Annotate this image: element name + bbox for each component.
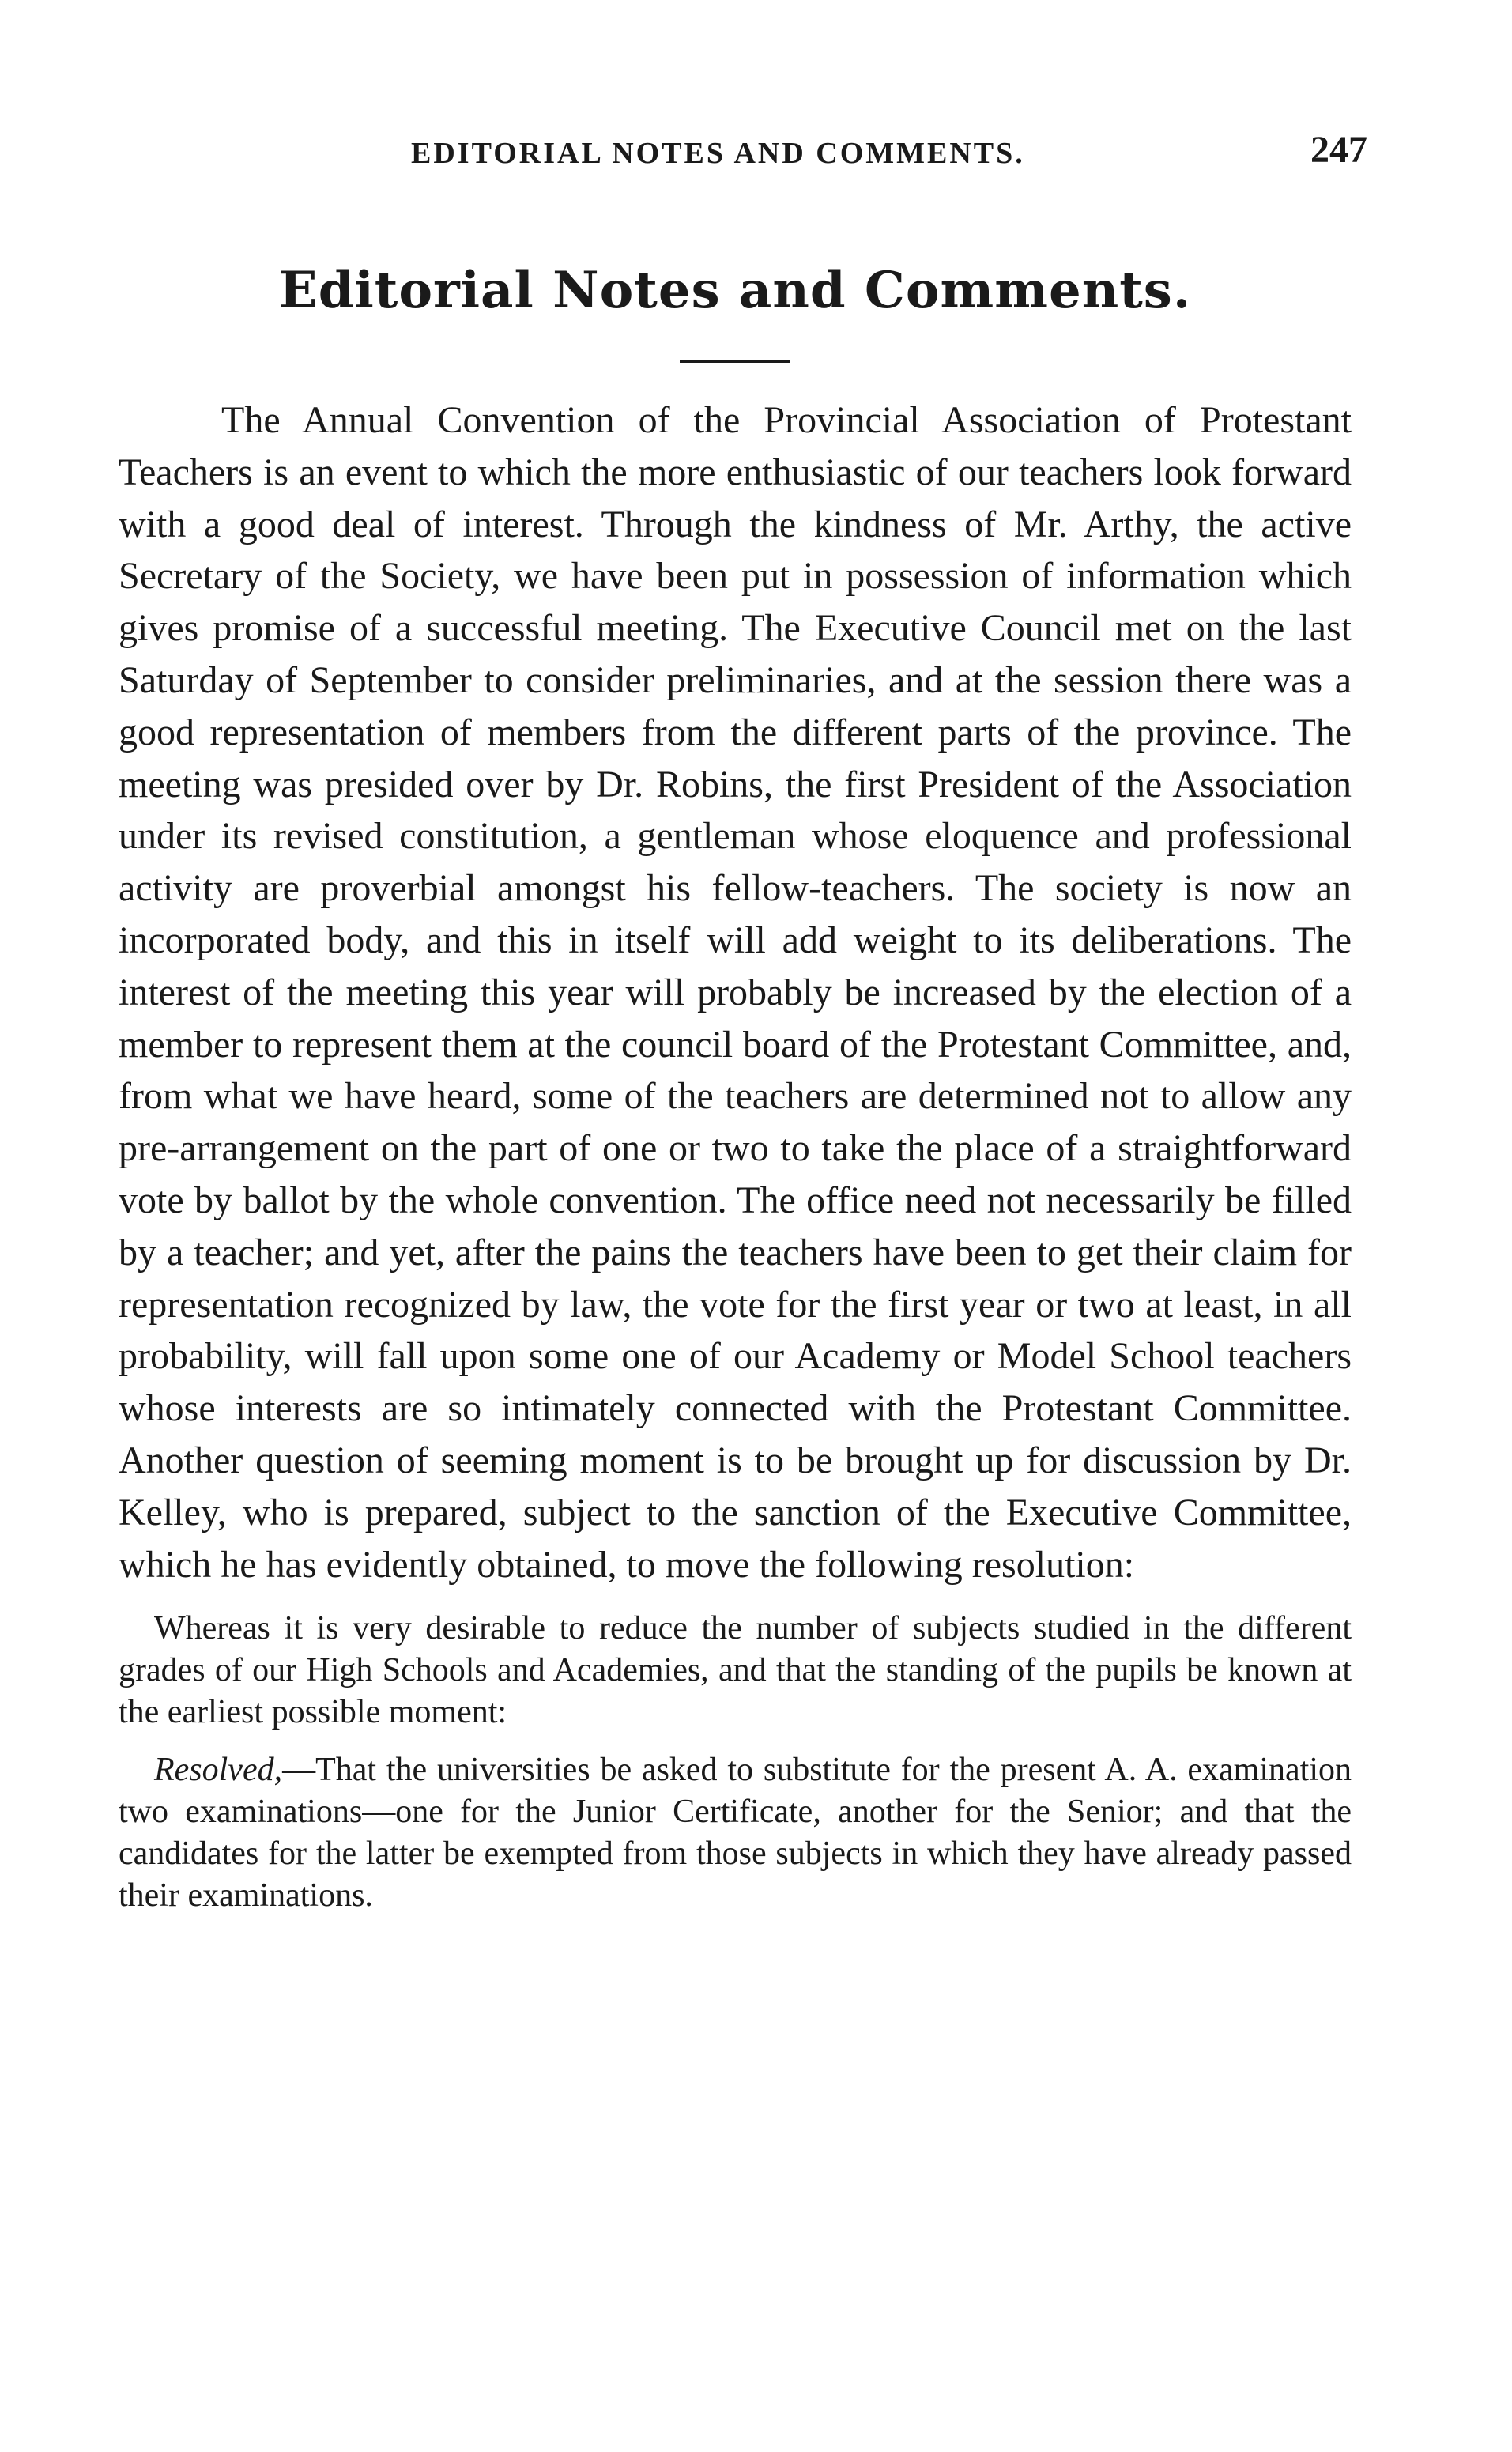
page-header xyxy=(119,119,1367,190)
resolved-paragraph xyxy=(119,1749,1352,1917)
resolved-label: Resolved, xyxy=(154,1752,283,1789)
article-body: The Annual Convention of the Provincial Association of Protestant Teachers is an event to which the more enthusiastic of our teachers look forward with a good deal of interest. Through the kindness of Mr. Arthy, the active Secretary of the Society, we have been put in possession of information which gives promise of a successful meeting. The Executive Council met on the last Saturday of September to consider preliminaries, and at the session there was a good representation of members from the different parts of the province. The meeting was presided over by Dr. Robins, the first President of the Association under its revised constitution, a gentleman whose eloquence and professional activity are proverbial amongst his fellow-teachers. The society is now an incorporated body, and this in itself will add weight to its deliberations. The interest of the meeting this year will probably be increased by the election of a member to represent them at the council board of the Protestant Committee, and, from what we have heard, some of the teachers are determined not to allow any pre-arrangement on the part of one or two to take the place of a straightforward vote by ballot by the whole convention. The office need not necessarily be filled by a teacher; and yet, after the pains the teachers have been to get their claim for representation recognized by law, the vote for the first year or two at least, in all probability, will fall upon some one of our Academy or Model School teachers whose interests are so intimately connected with the Protestant Committee. Another question of seeming moment is to be brought up for discussion by Dr. Kelley, who is prepared, subject to the sanction of the Executive Committee, which he has evidently obtained, to move the following resolution: xyxy=(119,399,1352,1586)
whereas-paragraph: Whereas it is very desirable to reduce the number of subjects studied in the different grades of our High Schools and Academies, and that the standing of the pupils be known at the earliest possible moment: xyxy=(119,1610,1352,1731)
running-head: EDITORIAL NOTES AND COMMENTS. xyxy=(411,137,1025,170)
title-rule xyxy=(680,360,790,363)
resolved-text: —That the universities be asked to substitute for the present A. A. examination two examinations—one for the Junior Certificate, another for the Senior; and that the candidates for the latter be exempted from those subjects in which they have already passed their examinations. xyxy=(119,1752,1352,1914)
page-number: 247 xyxy=(1310,129,1367,171)
article-title: Editorial Notes and Comments. xyxy=(278,261,1192,320)
page xyxy=(119,119,1367,1917)
